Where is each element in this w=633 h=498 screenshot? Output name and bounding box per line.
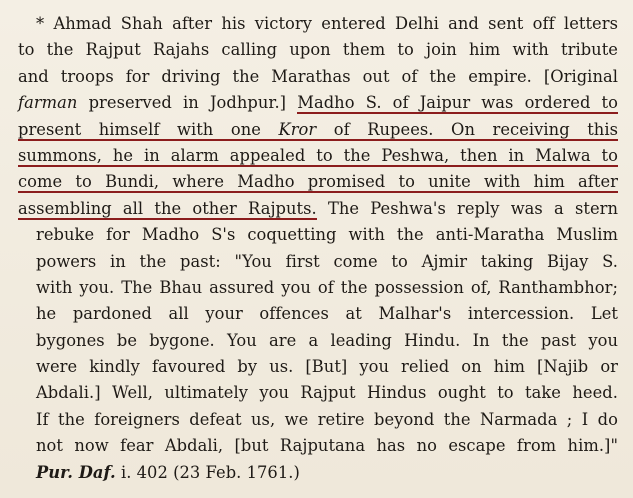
text-line xyxy=(18,301,618,327)
text-line xyxy=(18,407,618,433)
text-line xyxy=(18,222,618,248)
text-segment: * Ahmad Shah after his victory entered Delhi and sent off letters xyxy=(36,14,618,33)
text-line xyxy=(18,169,618,195)
text-line xyxy=(18,380,618,406)
underlined-text: summons, he in alarm appealed to the Peshwa, then in Malwa to xyxy=(18,145,618,165)
text-segment: bygones be bygone. You are a leading Hindu. In the past you xyxy=(36,330,618,350)
text-segment: not now fear Abdali, [but Rajputana has no escape from him.]" xyxy=(36,436,618,456)
text-segment: were kindly favoured by us. [But] you relied on him [Najib or xyxy=(36,357,618,377)
text-line xyxy=(18,196,618,222)
underlined-text: Kror xyxy=(278,119,317,139)
footnote-text xyxy=(18,11,618,486)
text-line xyxy=(18,11,618,37)
text-segment: rebuke for Madho S's coquetting with the anti-Maratha Muslim xyxy=(36,225,618,245)
text-segment: he pardoned all your offences at Malhar's intercession. Let xyxy=(36,304,618,324)
text-line xyxy=(18,143,618,169)
text-line xyxy=(18,249,618,275)
underlined-text: of Rupees. On receiving this xyxy=(316,119,618,139)
underlined-text: come to Bundi, where Madho promised to unite with him after xyxy=(18,172,618,192)
underlined-text: Madho S. of Jaipur was ordered to xyxy=(297,93,618,113)
text-segment: and troops for driving the Marathas out of the empire. [Original xyxy=(18,66,618,86)
text-line xyxy=(18,64,618,90)
citation-abbrev: Pur. Daf. xyxy=(36,462,116,482)
text-segment: farman xyxy=(18,93,78,113)
text-segment: with you. The Bhau assured you of the possession of, Ranthambhor; xyxy=(36,277,618,297)
text-segment: The Peshwa's reply was a stern xyxy=(316,198,618,218)
text-segment: preserved in Jodhpur.] xyxy=(77,93,298,113)
text-segment: i. 402 (23 Feb. 1761.) xyxy=(115,462,300,482)
text-line xyxy=(18,328,618,354)
text-segment: If the foreigners defeat us, we retire beyond the Narmada ; I do xyxy=(36,409,618,429)
text-line xyxy=(18,354,618,380)
text-line xyxy=(18,433,618,459)
text-line xyxy=(18,37,618,63)
text-segment: powers in the past: "You first come to Ajmir taking Bijay S. xyxy=(36,251,618,271)
underlined-text: present himself with one xyxy=(18,119,279,139)
text-segment: to the Rajput Rajahs calling upon them to join him with tribute xyxy=(18,40,618,60)
text-segment: Abdali.] Well, ultimately you Rajput Hindus ought to take heed. xyxy=(36,383,618,403)
text-line xyxy=(18,275,618,301)
text-line xyxy=(18,90,618,116)
text-line xyxy=(18,117,618,143)
text-line xyxy=(18,460,618,486)
underlined-text: assembling all the other Rajputs. xyxy=(18,198,317,218)
